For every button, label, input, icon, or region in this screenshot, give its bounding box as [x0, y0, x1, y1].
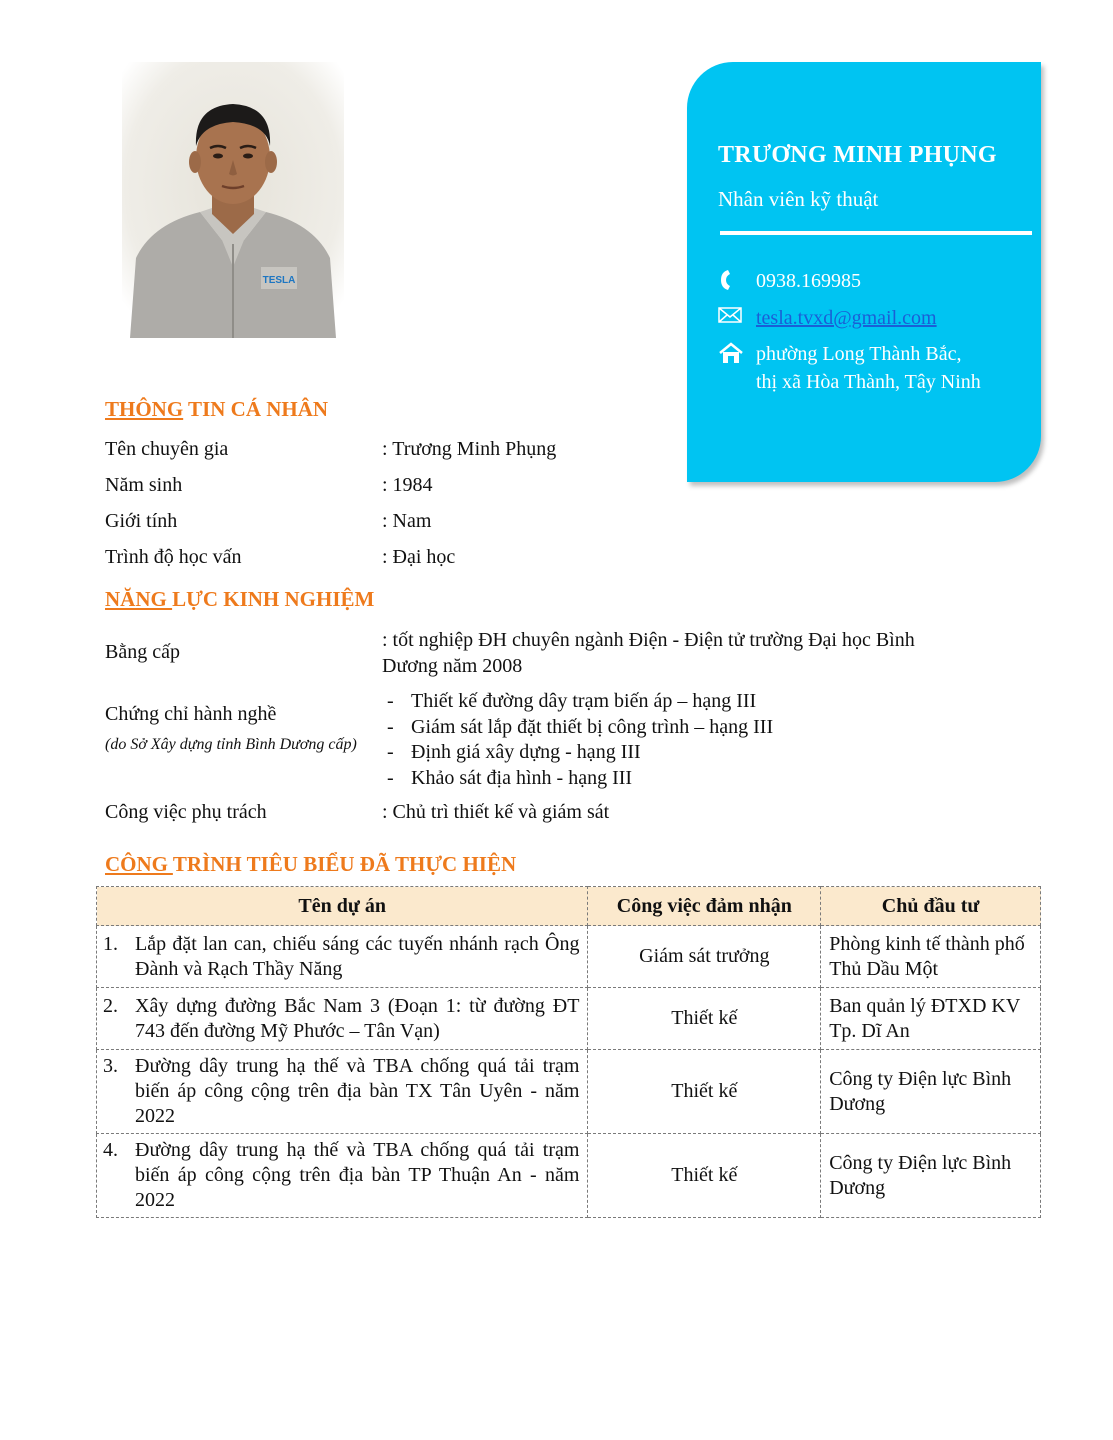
card-divider [720, 231, 1032, 235]
table-row [97, 1134, 1041, 1218]
contact-card [687, 62, 1041, 482]
phone-number[interactable]: 0938.169985 [756, 270, 861, 292]
address-line-2: thị xã Hòa Thành, Tây Ninh [756, 371, 981, 393]
project-role-cell: Thiết kế [588, 1050, 821, 1134]
project-name-cell: 4. Đường dây trung hạ thế và TBA chống quá tải trạm biến áp công cộng trên địa bàn TP Thuận An - năm 2022 [97, 1134, 588, 1218]
phone-row [718, 267, 861, 295]
label-certificate: Chứng chỉ hành nghề [105, 703, 277, 725]
phone-icon [718, 267, 756, 291]
table-row [97, 988, 1041, 1050]
label-responsibility: Công việc phụ trách [105, 801, 267, 823]
address-row [718, 340, 981, 396]
degree-line-2: Dương năm 2008 [382, 654, 523, 677]
table-row [97, 1050, 1041, 1134]
value-gender: : Nam [382, 510, 432, 532]
project-owner-cell: Ban quản lý ĐTXD KV Tp. Dĩ An [821, 988, 1041, 1050]
degree-line-1: : tốt nghiệp ĐH chuyên ngành Điện - Điện tử trường Đại học Bình [382, 629, 915, 651]
projects-table [96, 886, 1041, 1218]
profile-photo [122, 62, 344, 338]
mail-icon [718, 304, 756, 324]
projects-heading: CÔNG TRÌNH TIÊU BIỂU ĐÃ THỰC HIỆN [105, 852, 517, 876]
address-line-1: phường Long Thành Bắc, [756, 343, 962, 365]
project-name-cell: 1. Lắp đặt lan can, chiếu sáng các tuyến nhánh rạch Ông Đành và Rạch Thầy Năng [97, 926, 588, 988]
header-owner: Chủ đầu tư [821, 887, 1041, 926]
experience-heading: NĂNG LỰC KINH NGHIỆM [105, 587, 375, 611]
personal-info-heading: THÔNG TIN CÁ NHÂN [105, 397, 329, 421]
project-name-cell: 2. Xây dựng đường Bắc Nam 3 (Đoạn 1: từ đường ĐT 743 đến đường Mỹ Phước – Tân Vạn) [97, 988, 588, 1050]
certificate-item: - Giám sát lắp đặt thiết bị công trình – hạng III [387, 715, 774, 738]
profile-role: Nhân viên kỹ thuật [718, 187, 879, 211]
value-expert-name: : Trương Minh Phụng [382, 438, 557, 460]
project-role-cell: Giám sát trưởng [588, 926, 821, 988]
certificate-list [387, 689, 773, 791]
project-owner-cell: Phòng kinh tế thành phố Thủ Dầu Một [821, 926, 1041, 988]
value-degree [382, 628, 915, 679]
label-expert-name: Tên chuyên gia [105, 438, 229, 460]
email-row [718, 304, 937, 332]
project-owner-cell: Công ty Điện lực Bình Dương [821, 1050, 1041, 1134]
header-project-name: Tên dự án [97, 887, 588, 926]
project-name-cell: 3. Đường dây trung hạ thế và TBA chống quá tải trạm biến áp công cộng trên địa bàn TX Tân Uyên - năm 2022 [97, 1050, 588, 1134]
project-role-cell: Thiết kế [588, 1134, 821, 1218]
header-role: Công việc đảm nhận [588, 887, 821, 926]
table-header-row [97, 887, 1041, 926]
table-row [97, 926, 1041, 988]
label-education: Trình độ học vấn [105, 546, 242, 568]
value-responsibility: : Chủ trì thiết kế và giám sát [382, 801, 610, 823]
value-birth-year: : 1984 [382, 474, 433, 496]
certificate-note: (do Sở Xây dựng tỉnh Bình Dương cấp) [105, 736, 357, 753]
project-role-cell: Thiết kế [588, 988, 821, 1050]
label-gender: Giới tính [105, 510, 178, 532]
certificate-item: - Thiết kế đường dây trạm biến áp – hạng III [387, 690, 757, 712]
certificate-item: - Định giá xây dựng - hạng III [387, 741, 641, 763]
home-icon [718, 340, 756, 364]
shirt-logo: TESLA [262, 275, 296, 286]
label-birth-year: Năm sinh [105, 474, 183, 496]
project-owner-cell: Công ty Điện lực Bình Dương [821, 1134, 1041, 1218]
profile-name: TRƯƠNG MINH PHỤNG [718, 142, 997, 168]
email-link[interactable]: tesla.tvxd@gmail.com [756, 307, 937, 329]
certificate-item: - Khảo sát địa hình - hạng III [387, 766, 633, 789]
address [756, 340, 981, 396]
label-degree: Bằng cấp [105, 641, 180, 663]
value-education: : Đại học [382, 546, 456, 568]
